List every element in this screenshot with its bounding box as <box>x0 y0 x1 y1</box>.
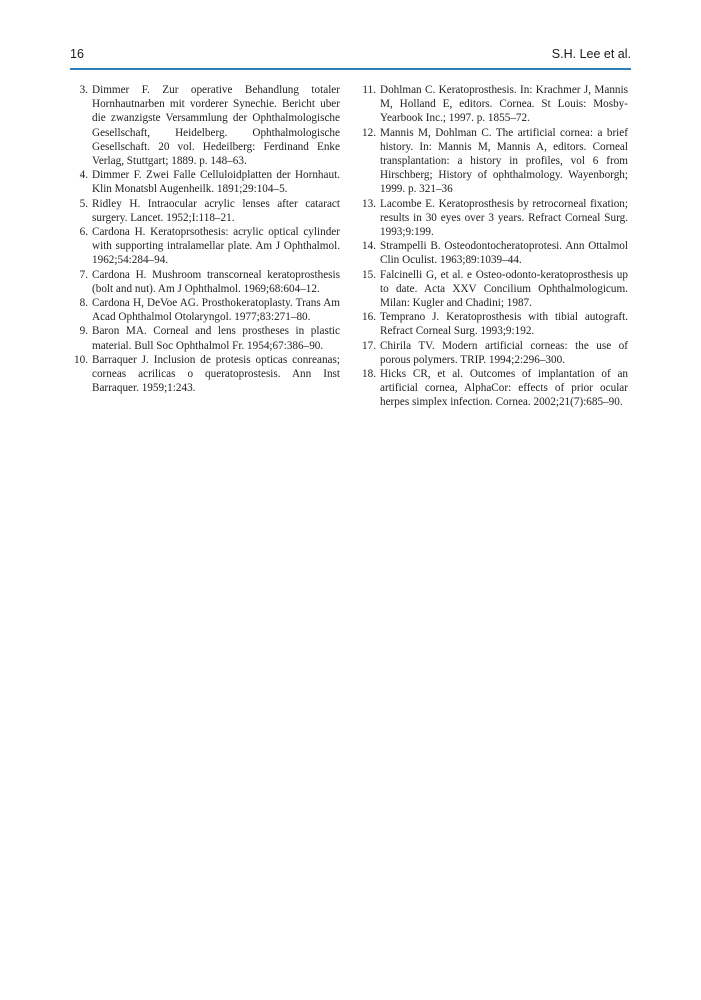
reference-number: 10. <box>74 353 88 366</box>
reference-text: Cardona H. Mushroom transcorneal keratoprosthesis (bolt and nut). Am J Ophthalmol. 1969;68:604–12. <box>92 268 340 295</box>
reference-number: 13. <box>362 197 376 210</box>
reference-text: Baron MA. Corneal and lens prostheses in plastic material. Bull Soc Ophthalmol Fr. 1954;67:386–90. <box>92 325 340 352</box>
page-number: 16 <box>70 47 84 61</box>
reference-text: Falcinelli G, et al. e Osteo-odonto-keratoprosthesis up to date. Acta XXV Concilium Ophthalmologicum. Milan: Kugler and Chadini; 1987. <box>380 268 628 310</box>
reference-text: Barraquer J. Inclusion de protesis opticas conreanas; corneas acrilicas o queratoprostesis. Ann Inst Barraquer. 1959;1:243. <box>92 353 340 395</box>
reference-item <box>70 197 340 225</box>
page-header <box>70 45 631 65</box>
reference-number: 16. <box>362 311 376 324</box>
reference-number: 15. <box>362 268 376 281</box>
reference-number: 8. <box>79 297 88 310</box>
reference-text: Mannis M, Dohlman C. The artificial cornea: a brief history. In: Mannis M, Mannis A, editors. Corneal transplantation: a history in profiles, vol 6 from Hirschberg; History of ophthalmology. Wayenborgh; 1999. p. 321–36 <box>380 126 628 196</box>
reference-item <box>358 83 628 126</box>
running-head: S.H. Lee et al. <box>551 47 631 61</box>
reference-item <box>70 83 340 168</box>
reference-item <box>358 268 628 311</box>
reference-text: Dimmer F. Zur operative Behandlung totaler Hornhautnarben mit vorderer Synechie. Bericht uber die zwanzigste Versammlung der Ophthalmologische Gesellschaft, Heidelberg. Ophthalmologische Gesellschaft. 20 vol. Hedeilberg: Ferdinand Enke Verlag, Stuttgart; 1889. p. 148–63. <box>92 84 340 168</box>
reference-item <box>70 168 340 196</box>
reference-text: Dohlman C. Keratoprosthesis. In: Krachmer J, Mannis M, Holland E, editors. Cornea. St Louis: Mosby-Yearbook Inc.; 1997. p. 1855–72. <box>380 84 628 125</box>
reference-text: Strampelli B. Osteodontocheratoprotesi. Ann Ottalmol Clin Oculist. 1963;89:1039–44. <box>380 240 628 267</box>
reference-item <box>358 310 628 338</box>
reference-item <box>358 197 628 240</box>
reference-text: Ridley H. Intraocular acrylic lenses after cataract surgery. Lancet. 1952;I:118–21. <box>92 197 340 224</box>
reference-item <box>358 367 628 410</box>
reference-item <box>358 126 628 197</box>
reference-number: 14. <box>362 240 376 253</box>
reference-item <box>70 268 340 296</box>
reference-number: 11. <box>362 84 376 96</box>
reference-number: 3. <box>79 84 88 96</box>
reference-number: 4. <box>79 169 88 182</box>
reference-number: 6. <box>79 226 88 239</box>
header-rule <box>70 68 631 70</box>
reference-text: Temprano J. Keratoprosthesis with tibial autograft. Refract Corneal Surg. 1993;9:192. <box>380 311 628 338</box>
reference-text: Cardona H, DeVoe AG. Prosthokeratoplasty. Trans Am Acad Ophthalmol Otolaryngol. 1977;83:271–80. <box>92 297 340 324</box>
reference-item <box>358 339 628 367</box>
reference-number: 17. <box>362 339 376 352</box>
reference-item <box>70 353 340 396</box>
references-right-column <box>358 83 628 410</box>
reference-item <box>70 296 340 324</box>
reference-number: 7. <box>79 268 88 281</box>
reference-text: Chirila TV. Modern artificial corneas: the use of porous polymers. TRIP. 1994;2:296–300. <box>380 339 628 366</box>
reference-number: 9. <box>79 325 88 338</box>
reference-text: Lacombe E. Keratoprosthesis by retrocorneal fixation; results in 30 eyes over 3 years. Refract Corneal Surg. 1993;9:199. <box>380 197 628 239</box>
reference-item <box>70 225 340 268</box>
references-left-column <box>70 83 340 395</box>
reference-text: Hicks CR, et al. Outcomes of implantation of an artificial cornea, AlphaCor: effects of prior ocular herpes simplex infection. Cornea. 2002;21(7):685–90. <box>380 368 628 409</box>
reference-item <box>358 239 628 267</box>
reference-text: Dimmer F. Zwei Falle Celluloidplatten der Hornhaut. Klin Monatsbl Augenheilk. 1891;29:104–5. <box>92 169 340 196</box>
reference-text: Cardona H. Keratoprsothesis: acrylic optical cylinder with supporting intralamellar plate. Am J Ophthalmol. 1962;54:284–94. <box>92 226 340 267</box>
reference-number: 18. <box>362 368 376 381</box>
reference-number: 12. <box>362 126 376 139</box>
reference-number: 5. <box>79 197 88 210</box>
reference-item <box>70 324 340 352</box>
